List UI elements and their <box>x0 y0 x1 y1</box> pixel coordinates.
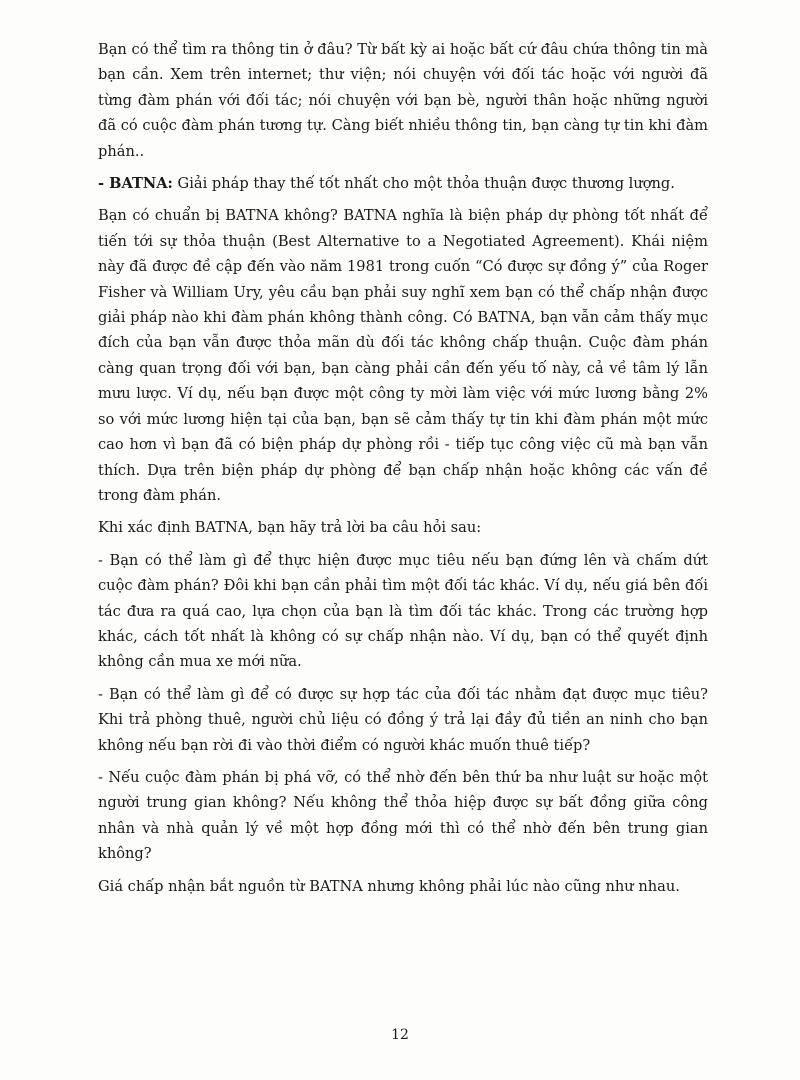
paragraph-text: Bạn có thể tìm ra thông tin ở đâu? Từ bất kỳ ai hoặc bất cứ đâu chứa thông tin mà bạn cần. Xem trên internet; thư viện; nói chuyện với đối tác hoặc với người đã từng đàm phán với đối tác; nói chuyện với bạn bè, người thân hoặc những người đã có cuộc đàm phán tương tự. Càng biết nhiều thông tin, bạn càng tự tin khi đàm phán.. <box>98 41 708 160</box>
paragraph-text: Giải pháp thay thế tốt nhất cho một thỏa thuận được thương lượng. <box>172 175 675 193</box>
paragraph-text: - Nếu cuộc đàm phán bị phá vỡ, có thể nhờ đến bên thứ ba như luật sư hoặc một người trung gian không? Nếu không thể thỏa hiệp được sự bất đồng giữa công nhân và nhà quản lý về một hợp đồng mới thì có thể nhờ đến bên trung gian không? <box>98 768 708 863</box>
paragraph-text: - Bạn có thể làm gì để thực hiện được mục tiêu nếu bạn đứng lên và chấm dứt cuộc đàm phán? Đôi khi bạn cần phải tìm một đối tác khác. Ví dụ, nếu giá bên đối tác đưa ra quá cao, lựa chọn của bạn là tìm đối tác khác. Trong các trường hợp khác, cách tốt nhất là không có sự chấp nhận nào. Ví dụ, bạn có thể quyết định không cần mua xe mới nữa. <box>98 551 708 671</box>
paragraph-question-three <box>98 765 708 867</box>
paragraph-batna-definition <box>98 171 708 196</box>
paragraph-conclusion <box>98 874 708 899</box>
paragraph-text: - Bạn có thể làm gì để có được sự hợp tác của đối tác nhằm đạt được mục tiêu? Khi trả phòng thuê, người chủ liệu có đồng ý trả lại đầy đủ tiền an ninh cho bạn không nếu bạn rời đi vào thời điểm có người khác muốn thuê tiếp? <box>98 685 708 754</box>
paragraph-text: Giá chấp nhận bắt nguồn từ BATNA nhưng không phải lúc nào cũng như nhau. <box>98 877 680 895</box>
paragraph-text: Bạn có chuẩn bị BATNA không? BATNA nghĩa là biện pháp dự phòng tốt nhất để tiến tới sự thỏa thuận (Best Alternative to a Negotiated Agreement). Khái niệm này đã được đề cập đến vào năm 1981 trong cuốn “Có được sự đồng ý” của Roger Fisher và William Ury, yêu cầu bạn phải suy nghĩ xem bạn có thể chấp nhận được giải pháp nào khi đàm phán không thành công. Có BATNA, bạn vẫn cảm thấy mục đích của bạn vẫn được thỏa mãn dù đối tác không chấp thuận. Cuộc đàm phán càng quan trọng đối với bạn, bạn càng phải cần đến yếu tố này, cả về tâm lý lẫn mưu lược. Ví dụ, nếu bạn được một công ty mời làm việc với mức lương bằng 2% so với mức lương hiện tại của bạn, bạn sẽ cảm thấy tự tin khi đàm phán một mức cao hơn vì bạn đã có biện pháp dự phòng rồi - tiếp tục công việc cũ mà bạn vẫn thích. Dựa trên biện pháp dự phòng để bạn chấp nhận hoặc không các vấn đề trong đàm phán. <box>98 207 708 504</box>
page-number: 12 <box>391 1027 409 1043</box>
paragraph-question-two <box>98 682 708 758</box>
paragraph-information-sources <box>98 37 708 164</box>
batna-term: - BATNA: <box>98 175 173 193</box>
paragraph-question-one <box>98 548 708 675</box>
paragraph-batna-questions-intro <box>98 515 708 540</box>
paragraph-batna-explanation <box>98 203 708 508</box>
paragraph-text: Khi xác định BATNA, bạn hãy trả lời ba câu hỏi sau: <box>98 519 482 537</box>
body-text <box>98 37 708 906</box>
